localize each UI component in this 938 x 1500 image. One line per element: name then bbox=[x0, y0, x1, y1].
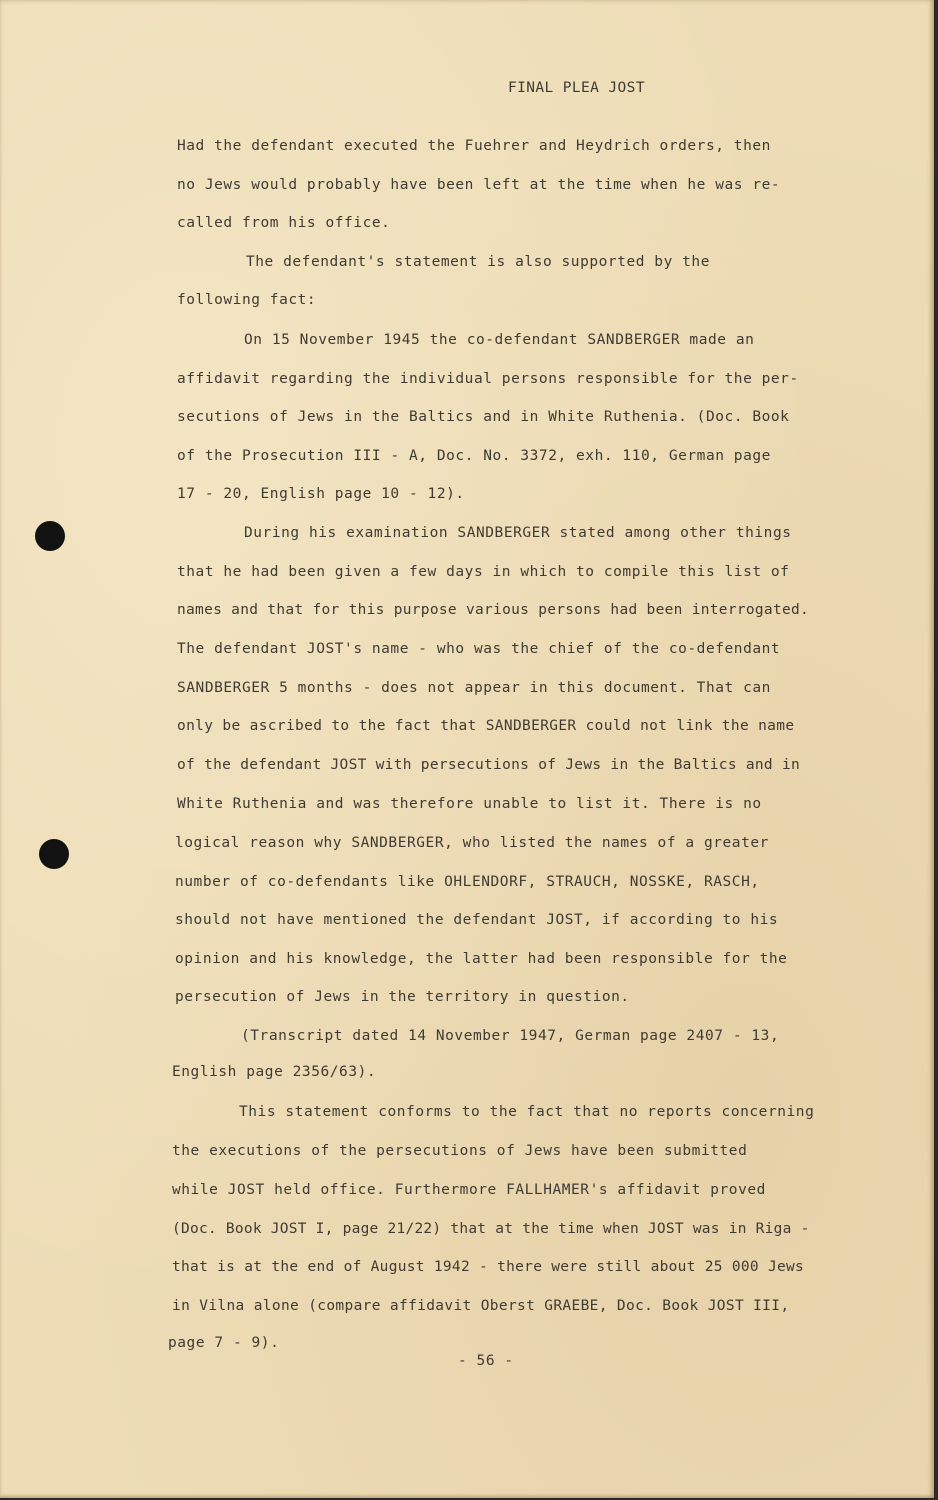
text-line: On 15 November 1945 the co-defendant SANDBERGER made an bbox=[244, 332, 755, 348]
text-line: The defendant's statement is also supported by the bbox=[246, 254, 710, 270]
text-line: SANDBERGER 5 months - does not appear in this document. That can bbox=[177, 680, 771, 696]
text-line: English page 2356/63). bbox=[172, 1064, 377, 1080]
text-line: persecution of Jews in the territory in question. bbox=[175, 989, 630, 1005]
text-line: in Vilna alone (compare affidavit Oberst GRAEBE, Doc. Book JOST III, bbox=[172, 1298, 790, 1314]
punch-hole-lower bbox=[39, 839, 69, 869]
text-line: names and that for this purpose various persons had been interrogated. bbox=[177, 602, 810, 618]
page-header: FINAL PLEA JOST bbox=[508, 80, 645, 96]
text-line: opinion and his knowledge, the latter had been responsible for the bbox=[175, 951, 788, 967]
text-line: The defendant JOST's name - who was the chief of the co-defendant bbox=[177, 641, 781, 657]
text-line: (Doc. Book JOST I, page 21/22) that at the time when JOST was in Riga - bbox=[172, 1221, 810, 1237]
text-line: of the Prosecution III - A, Doc. No. 3372, exh. 110, German page bbox=[177, 448, 771, 464]
text-line: that he had been given a few days in which to compile this list of bbox=[177, 564, 790, 580]
text-line: During his examination SANDBERGER stated among other things bbox=[244, 525, 792, 541]
text-line: 17 - 20, English page 10 - 12). bbox=[177, 486, 465, 502]
text-line: no Jews would probably have been left at the time when he was re- bbox=[177, 177, 781, 193]
text-line: White Ruthenia and was therefore unable to list it. There is no bbox=[177, 796, 762, 812]
text-line: number of co-defendants like OHLENDORF, STRAUCH, NOSSKE, RASCH, bbox=[175, 874, 760, 890]
text-line: logical reason why SANDBERGER, who listed the names of a greater bbox=[175, 835, 769, 851]
text-line: secutions of Jews in the Baltics and in White Ruthenia. (Doc. Book bbox=[177, 409, 790, 425]
page-number: - 56 - bbox=[458, 1353, 514, 1369]
text-line: should not have mentioned the defendant JOST, if according to his bbox=[175, 912, 779, 928]
text-line: of the defendant JOST with persecutions of Jews in the Baltics and in bbox=[177, 757, 801, 773]
text-line: that is at the end of August 1942 - there were still about 25 000 Jews bbox=[172, 1259, 805, 1275]
punch-hole-upper bbox=[35, 521, 65, 551]
text-line: page 7 - 9). bbox=[168, 1335, 280, 1351]
text-line: the executions of the persecutions of Jews have been submitted bbox=[172, 1143, 748, 1159]
text-line: only be ascribed to the fact that SANDBERGER could not link the name bbox=[177, 718, 795, 734]
text-line: affidavit regarding the individual persons responsible for the per- bbox=[177, 371, 799, 387]
text-line: This statement conforms to the fact that no reports concerning bbox=[239, 1104, 815, 1120]
text-line: called from his office. bbox=[177, 215, 391, 231]
text-line: (Transcript dated 14 November 1947, German page 2407 - 13, bbox=[241, 1028, 780, 1044]
text-line: Had the defendant executed the Fuehrer and Heydrich orders, then bbox=[177, 138, 771, 154]
text-line: while JOST held office. Furthermore FALLHAMER's affidavit proved bbox=[172, 1182, 766, 1198]
text-line: following fact: bbox=[177, 292, 317, 308]
